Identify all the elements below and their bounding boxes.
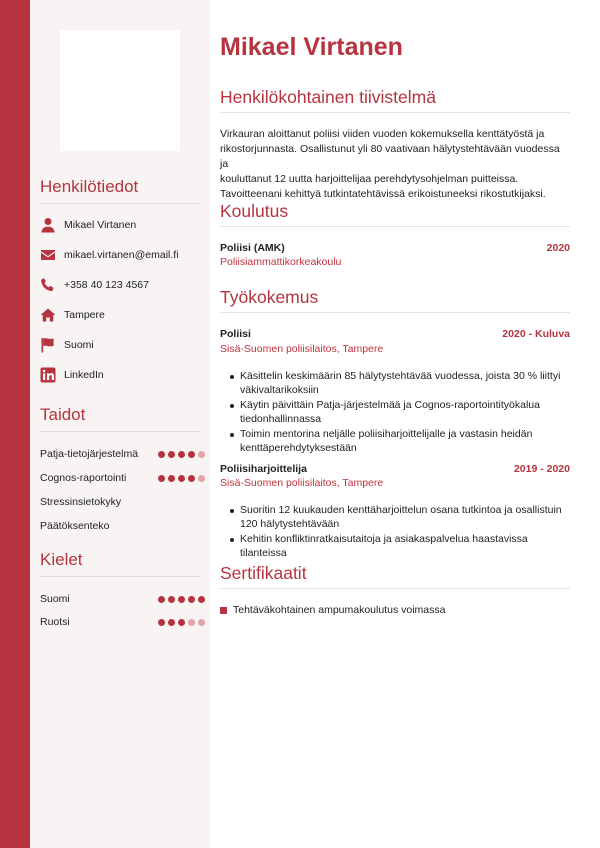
summary-line: kouluttanut 12 uutta harjoittelijaa perehdytysohjelman puitteissa. bbox=[220, 173, 519, 185]
job-title: Poliisi bbox=[220, 328, 251, 340]
job-bullet: Käytin päivittäin Patja-järjestelmää ja Cognos-raportointityökalua tiedonhallinnassa bbox=[230, 399, 570, 426]
job-date: 2020 - Kuluva bbox=[502, 328, 570, 340]
summary-line: Tavoitteenani kehittyä tutkintatehtävissä erikoistuneeksi rikostutkijaksi. bbox=[220, 188, 546, 200]
job-bullet: Käsittelin keskimäärin 85 hälytystehtävää vuodessa, joista 30 % liittyi väkivaltarikoksiin bbox=[230, 370, 570, 397]
divider bbox=[220, 112, 570, 113]
contact-phone[interactable] bbox=[40, 275, 205, 295]
language-item bbox=[40, 615, 205, 629]
skill-name: Patja-tietojärjestelmä bbox=[40, 448, 139, 460]
rating-dot-filled bbox=[158, 475, 165, 482]
job-bullet: Suoritin 12 kuukauden kenttäharjoittelun osana tutkintoa ja osallistuin 120 hälytystehtävään bbox=[230, 504, 570, 531]
rating-dot-filled bbox=[158, 619, 165, 626]
contact-text: +358 40 123 4567 bbox=[64, 279, 149, 291]
job-title: Poliisiharjoittelija bbox=[220, 463, 307, 475]
languages-heading: Kielet bbox=[40, 550, 83, 569]
skill-rating bbox=[158, 451, 205, 458]
degree-date: 2020 bbox=[546, 242, 570, 254]
job-bullet: Toimin mentorina neljälle poliisiharjoittelijalle ja vastasin heidän kenttäperehdytyksestään bbox=[230, 428, 570, 455]
rating-dot-filled bbox=[158, 451, 165, 458]
profile-photo bbox=[60, 30, 180, 151]
skill-name: Cognos-raportointi bbox=[40, 472, 127, 484]
summary-line: rikostorjunnasta. Osallistunut yli 80 vaativaan hälytystehtävään vuodessa ja bbox=[220, 143, 560, 170]
job-bullets bbox=[230, 370, 570, 457]
rating-dot-filled bbox=[178, 619, 185, 626]
skill-item bbox=[40, 519, 205, 533]
rating-dot-filled bbox=[198, 596, 205, 603]
envelope-icon bbox=[40, 247, 56, 263]
contact-country bbox=[40, 335, 205, 355]
skill-rating bbox=[158, 475, 205, 482]
contact-text: LinkedIn bbox=[64, 369, 104, 381]
personal-info-heading: Henkilötiedot bbox=[40, 177, 139, 196]
experience-heading: Työkokemus bbox=[220, 287, 319, 307]
divider bbox=[220, 226, 570, 227]
job-entry bbox=[220, 327, 570, 341]
job-employer: Sisä-Suomen poliisilaitos, Tampere bbox=[220, 477, 384, 489]
contact-city bbox=[40, 305, 205, 325]
rating-dot-filled bbox=[188, 475, 195, 482]
rating-dot-filled bbox=[168, 475, 175, 482]
job-bullet: Kehitin konfliktinratkaisutaitoja ja asiakaspalvelua haastavissa tilanteissa bbox=[230, 533, 570, 560]
language-item bbox=[40, 592, 205, 606]
candidate-name: Mikael Virtanen bbox=[220, 33, 403, 61]
contact-text: Mikael Virtanen bbox=[64, 219, 137, 231]
skill-item bbox=[40, 447, 205, 461]
rating-dot-filled bbox=[188, 596, 195, 603]
rating-dot-empty bbox=[198, 451, 205, 458]
flag-icon bbox=[40, 337, 56, 353]
divider bbox=[220, 588, 570, 589]
contact-text: Tampere bbox=[64, 309, 105, 321]
rating-dot-empty bbox=[198, 475, 205, 482]
phone-icon bbox=[40, 277, 56, 293]
school-name: Poliisiammattikorkeakoulu bbox=[220, 256, 342, 268]
rating-dot-filled bbox=[168, 596, 175, 603]
square-bullet-icon bbox=[220, 607, 227, 614]
rating-dot-filled bbox=[178, 451, 185, 458]
rating-dot-empty bbox=[188, 619, 195, 626]
rating-dot-empty bbox=[198, 619, 205, 626]
skills-heading: Taidot bbox=[40, 405, 86, 424]
language-rating bbox=[158, 596, 205, 603]
home-icon bbox=[40, 307, 56, 323]
certificate-item bbox=[220, 604, 445, 616]
divider bbox=[220, 312, 570, 313]
rating-dot-filled bbox=[188, 451, 195, 458]
contact-text: Suomi bbox=[64, 339, 94, 351]
job-entry bbox=[220, 462, 570, 476]
education-entry bbox=[220, 241, 570, 255]
contact-email[interactable] bbox=[40, 245, 205, 265]
rating-dot-filled bbox=[168, 451, 175, 458]
rating-dot-filled bbox=[168, 619, 175, 626]
certificates-heading: Sertifikaatit bbox=[220, 563, 307, 583]
rating-dot-filled bbox=[158, 596, 165, 603]
contact-text: mikael.virtanen@email.fi bbox=[64, 249, 179, 261]
summary-heading: Henkilökohtainen tiivistelmä bbox=[220, 87, 436, 107]
summary-line: Virkauran aloittanut poliisi viiden vuoden kokemuksella kenttätyöstä ja bbox=[220, 128, 545, 140]
rating-dot-filled bbox=[178, 596, 185, 603]
skill-name: Stressinsietokyky bbox=[40, 496, 122, 508]
rating-dot-filled bbox=[178, 475, 185, 482]
divider bbox=[40, 576, 200, 577]
language-name: Ruotsi bbox=[40, 616, 70, 628]
divider bbox=[40, 203, 200, 204]
degree-title: Poliisi (AMK) bbox=[220, 242, 285, 254]
job-bullets bbox=[230, 504, 570, 562]
linkedin-icon bbox=[40, 367, 56, 383]
job-employer: Sisä-Suomen poliisilaitos, Tampere bbox=[220, 343, 384, 355]
language-rating bbox=[158, 619, 205, 626]
skill-name: Päätöksenteko bbox=[40, 520, 110, 532]
education-heading: Koulutus bbox=[220, 201, 289, 221]
certificate-text: Tehtäväkohtainen ampumakoulutus voimassa bbox=[233, 604, 446, 616]
language-name: Suomi bbox=[40, 593, 70, 605]
divider bbox=[40, 431, 200, 432]
contact-name bbox=[40, 215, 205, 235]
accent-bar bbox=[0, 0, 30, 848]
summary-text bbox=[220, 127, 570, 202]
job-date: 2019 - 2020 bbox=[513, 463, 570, 475]
skill-item bbox=[40, 495, 205, 509]
contact-linkedin[interactable] bbox=[40, 365, 205, 385]
skill-item bbox=[40, 471, 205, 485]
user-icon bbox=[40, 217, 56, 233]
